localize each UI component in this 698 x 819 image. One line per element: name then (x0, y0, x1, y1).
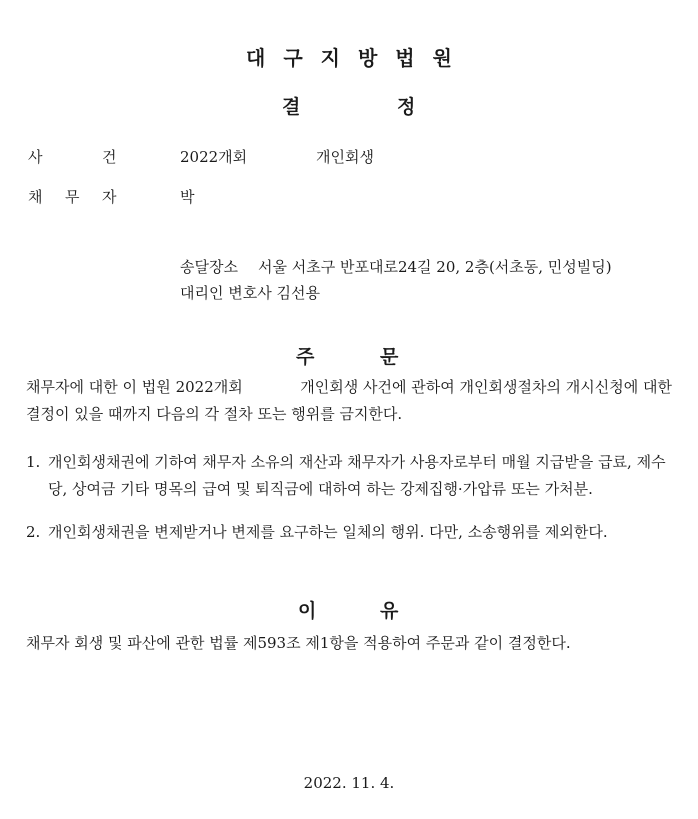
court-name: 대구지방법원 (246, 46, 470, 70)
reason-text: 채무자 회생 및 파산에 관한 법률 제593조 제1항을 적용하여 주문과 같이 결정한다. (26, 634, 571, 652)
debtor-label-char-3: 자 (102, 188, 117, 206)
doc-title-right: 정 (397, 96, 416, 118)
delivery-agent: 대리인 변호사 김선용 (180, 284, 320, 302)
order-text: 채무자에 대한 이 법원 2022개회 개인회생 사건에 관하여 개인회생절차의 개시신청에 대한 결정이 있을 때까지 다음의 각 절차 또는 행위를 금지한다. (26, 378, 677, 423)
case-type: 개인회생 (316, 148, 374, 166)
delivery-address: 서울 서초구 반포대로24길 20, 2층(서초동, 민성빌딩) (258, 258, 612, 276)
delivery-label: 송달장소 (180, 258, 238, 276)
debtor-label-char-1: 채 (28, 188, 43, 206)
reason-heading-right: 유 (380, 600, 399, 622)
doc-title-left: 결 (282, 96, 301, 118)
reason-heading-left: 이 (298, 600, 317, 622)
order-item-2 (26, 519, 672, 546)
decision-date: 2022. 11. 4. (303, 774, 395, 792)
debtor-label-char-2: 무 (65, 188, 80, 206)
debtor-name: 박 (180, 188, 195, 206)
order-item-1 (26, 449, 672, 503)
order-item-2-number: 2. (26, 523, 41, 541)
order-item-2-text: 개인회생채권을 변제받거나 변제를 요구하는 일체의 행위. 다만, 소송행위를 제외한다. (48, 523, 608, 541)
case-number: 2022개회 (180, 148, 248, 166)
order-item-1-text: 개인회생채권에 기하여 채무자 소유의 재산과 채무자가 사용자로부터 매월 지급받을 급료, 제수당, 상여금 기타 명목의 급여 및 퇴직금에 대하여 하는 강제집행·가압류 또는 가처분. (48, 453, 666, 498)
order-item-1-number: 1. (26, 453, 41, 471)
case-label-char-2: 건 (102, 148, 117, 166)
order-heading-left: 주 (296, 346, 315, 368)
case-label-char-1: 사 (28, 148, 43, 166)
order-heading-right: 문 (380, 346, 399, 368)
